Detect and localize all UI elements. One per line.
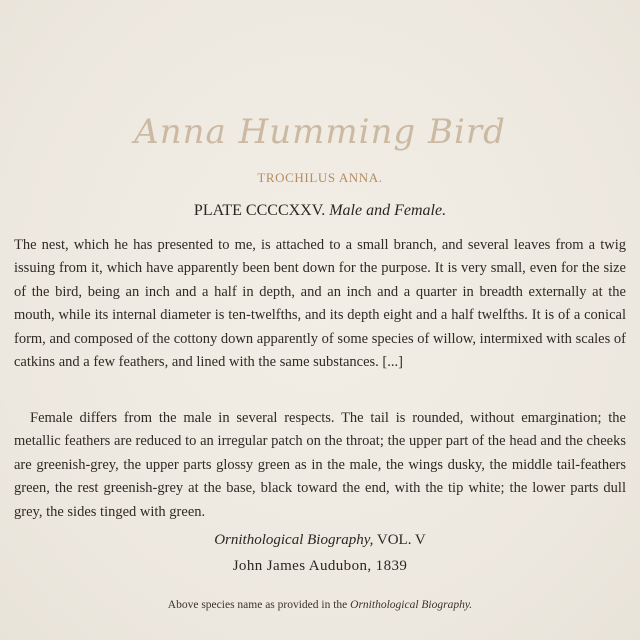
source-work-title: Ornithological Biography,: [214, 532, 374, 548]
species-title: Anna Humming Bird: [134, 112, 506, 152]
plate-number: PLATE CCCCXXV.: [193, 202, 326, 219]
plate-sex: Male and Female.: [329, 202, 447, 219]
footnote-work-title: Ornithological Biography.: [350, 599, 473, 611]
footnote: [0, 599, 640, 611]
source-citation: [0, 532, 640, 549]
description-paragraph-nest: The nest, which he has presented to me, is attached to a small branch, and several leaves from a twig issuing from it, which have apparently been bent down for the purpose. It is very small, even for the size of the bird, being an inch and a half in depth, and an inch and a quarter in breadth externally at the mouth, while its internal diameter is ten-twelfths, and its depth eight and a half twelfths. It is of a conical form, and composed of the cottony down apparently of some species of willow, intermixed with scales of catkins and a few feathers, and lined with the same substances. [...]: [14, 237, 626, 371]
author-line: John James Audubon, 1839: [232, 558, 408, 574]
scientific-name: TROCHILUS ANNA.: [257, 170, 383, 185]
footnote-text: Above species name as provided in the: [167, 599, 348, 611]
description-paragraph-female: Female differs from the male in several respects. The tail is rounded, without emargination; the metallic feathers are reduced to an irregular patch on the throat; the upper part of the head and the cheeks are greenish-grey, the upper parts glossy green as in the male, the wings dusky, the middle tail-feathers green, the rest greenish-grey at the base, black toward the end, with the tip white; the lower parts dull grey, the sides tinged with green.: [14, 410, 626, 520]
source-volume: VOL. V: [376, 532, 426, 548]
plate-line: [0, 202, 640, 220]
